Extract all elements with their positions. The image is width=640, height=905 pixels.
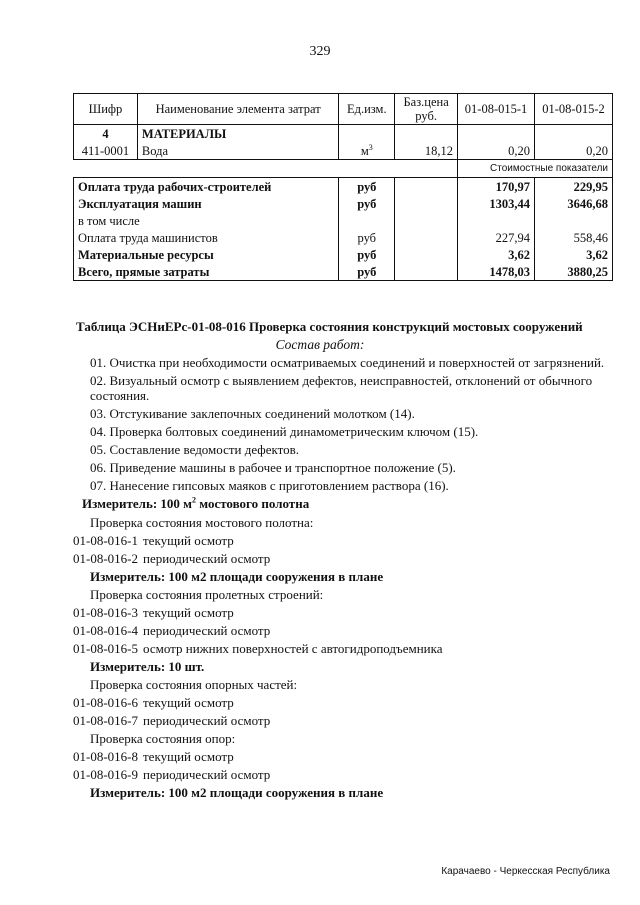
materials-name: Вода — [137, 142, 338, 160]
cost-row-name: Оплата труда рабочих-строителей — [74, 178, 339, 196]
header-col2: 01-08-015-2 — [535, 94, 613, 125]
cost-row-unit: руб — [339, 178, 395, 196]
cost-row-value-1: 170,97 — [458, 178, 535, 196]
cost-row-blank — [395, 195, 458, 212]
header-price: Баз.цена руб. — [395, 94, 458, 125]
list-item: 01-08-016-8 текущий осмотр — [73, 749, 234, 764]
materials-code: 411-0001 — [74, 142, 138, 160]
section-title: Таблица ЭСНиЕРс-01-08-016 Проверка состояния конструкций мостовых сооружений — [76, 319, 583, 334]
work-item: 01. Очистка при необходимости осматриваемых соединений и поверхностей от загрязнений. — [90, 355, 605, 370]
list-item: 01-08-016-1 текущий осмотр — [73, 533, 234, 548]
cost-row-value-2 — [535, 212, 613, 229]
measure-area-1: Измеритель: 100 м2 площади сооружения в плане — [90, 569, 384, 584]
cost-row-name: в том числе — [74, 212, 339, 229]
cost-row-value-1: 1478,03 — [458, 263, 535, 281]
measure-deck: Измеритель: 100 $м^2$ мостового полотна — [82, 495, 310, 511]
list-item: 01-08-016-9 периодический осмотр — [73, 767, 271, 782]
cost-row — [74, 263, 613, 281]
cost-row-blank — [395, 263, 458, 281]
page-number: 329 — [309, 44, 331, 59]
cost-label-row — [74, 160, 613, 178]
materials-title-row — [74, 125, 613, 143]
work-item: 07. Нанесение гипсовых маяков с приготовлением раствора (16). — [90, 478, 449, 493]
table-header-row — [74, 94, 613, 125]
measure-area-2: Измеритель: 100 м2 площади сооружения в плане — [90, 785, 384, 800]
section-subtitle: Состав работ: — [275, 337, 365, 352]
header-unit: Ед.изм. — [339, 94, 395, 125]
cost-table — [73, 93, 613, 281]
header-col1: 01-08-015-1 — [458, 94, 535, 125]
cost-row-value-2: 3646,68 — [535, 195, 613, 212]
materials-num: 4 — [74, 125, 138, 143]
work-item: 03. Отстукивание заклепочных соединений молотком (14). — [90, 406, 415, 421]
cost-row — [74, 246, 613, 263]
group-spans: Проверка состояния пролетных строений: — [90, 587, 324, 602]
cost-row-name: Оплата труда машинистов — [74, 229, 339, 246]
cost-row-name: Всего, прямые затраты — [74, 263, 339, 281]
cost-row — [74, 178, 613, 196]
cost-row-value-1: 1303,44 — [458, 195, 535, 212]
cost-row-value-2: 3880,25 — [535, 263, 613, 281]
cost-row-value-1 — [458, 212, 535, 229]
group-bearings: Проверка состояния опорных частей: — [90, 677, 298, 692]
cost-label: Стоимостные показатели — [458, 160, 613, 178]
cost-row — [74, 195, 613, 212]
cost-row-name: Эксплуатация машин — [74, 195, 339, 212]
work-item: 02. Визуальный осмотр с выявлением дефектов, неисправностей, отклонений от обычного состояния. — [90, 373, 593, 403]
list-item: 01-08-016-2 периодический осмотр — [73, 551, 271, 566]
list-item: 01-08-016-7 периодический осмотр — [73, 713, 271, 728]
cost-rows — [74, 178, 613, 281]
cost-row-value-2: 3,62 — [535, 246, 613, 263]
footer-region: Карачаево - Черкесская Республика — [441, 866, 610, 877]
measure-pieces: Измеритель: 10 шт. — [90, 659, 205, 674]
header-code: Шифр — [74, 94, 138, 125]
materials-value-2: 0,20 — [535, 142, 613, 160]
cost-row-unit: руб — [339, 263, 395, 281]
list-item: 01-08-016-4 периодический осмотр — [73, 623, 271, 638]
work-item: 06. Приведение машины в рабочее и транспортное положение (5). — [90, 460, 456, 475]
cost-row-unit: руб — [339, 195, 395, 212]
cost-row-unit — [339, 212, 395, 229]
materials-unit: $м^3$ — [339, 142, 395, 160]
cost-row-value-2: 229,95 — [535, 178, 613, 196]
cost-row-value-1: 3,62 — [458, 246, 535, 263]
list-item: 01-08-016-3 текущий осмотр — [73, 605, 234, 620]
materials-value-1: 0,20 — [458, 142, 535, 160]
group-supports: Проверка состояния опор: — [90, 731, 236, 746]
cost-row-value-1: 227,94 — [458, 229, 535, 246]
group-deck: Проверка состояния мостового полотна: — [90, 515, 314, 530]
cost-row — [74, 212, 613, 229]
work-item: 04. Проверка болтовых соединений динамометрическим ключом (15). — [90, 424, 479, 439]
cost-row-value-2: 558,46 — [535, 229, 613, 246]
cost-row-unit: руб — [339, 246, 395, 263]
materials-row — [74, 142, 613, 160]
cost-row-blank — [395, 229, 458, 246]
cost-row — [74, 229, 613, 246]
cost-row-unit: руб — [339, 229, 395, 246]
work-item: 05. Составление ведомости дефектов. — [90, 442, 300, 457]
list-item: 01-08-016-5 осмотр нижних поверхностей с автогидроподъемника — [73, 641, 443, 656]
cost-row-name: Материальные ресурсы — [74, 246, 339, 263]
cost-row-blank — [395, 212, 458, 229]
cost-row-blank — [395, 246, 458, 263]
cost-row-blank — [395, 178, 458, 196]
materials-price: 18,12 — [395, 142, 458, 160]
header-name: Наименование элемента затрат — [137, 94, 338, 125]
list-item: 01-08-016-6 текущий осмотр — [73, 695, 234, 710]
materials-title: МАТЕРИАЛЫ — [137, 125, 338, 143]
